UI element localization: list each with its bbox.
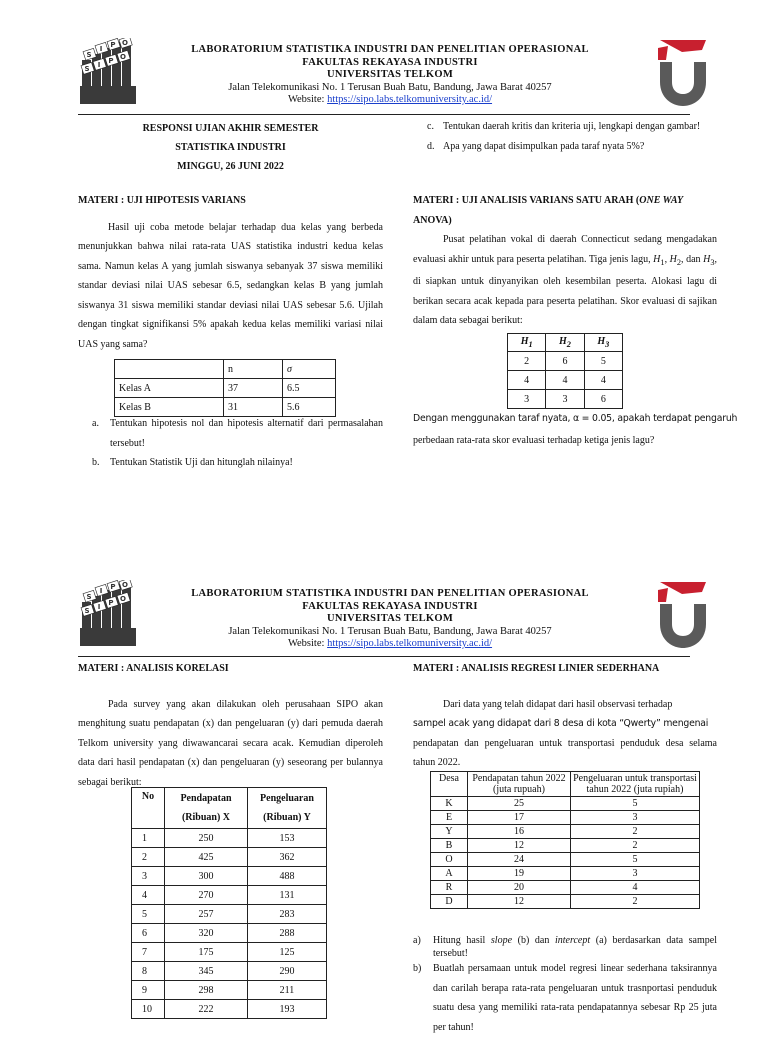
- section-paragraph: Pada survey yang akan dilakukan oleh perusahaan SIPO akan menghitung suatu pendapatan (x) dan pengeluaran (y) dari pemuda daerah Telkom university yang diwawancarai secara acak. Kemudian diperoleh data dari hasil pendapatan (x) dan pengeluaran (y) seseorang per bulannya sebagai berikut:: [78, 698, 383, 788]
- header-line-2: FAKULTAS REKAYASA INDUSTRI: [302, 56, 478, 68]
- question-a: [413, 934, 717, 960]
- table-cell: 16: [468, 825, 571, 839]
- question-b: [78, 453, 383, 473]
- q-italic: slope: [490, 935, 513, 946]
- regression-section: [413, 659, 717, 773]
- telkom-logo: [656, 580, 710, 650]
- table-header: $H_3$: [584, 334, 622, 352]
- table-cell: 2: [571, 895, 700, 909]
- website-link[interactable]: https://sipo.labs.telkomuniversity.ac.id/: [327, 94, 493, 105]
- subscript: 1: [660, 257, 665, 267]
- table-row: [132, 905, 327, 924]
- table-cell: 257: [165, 905, 248, 924]
- table-cell: Kelas B: [115, 398, 224, 417]
- header-address: Jalan Telekomunikasi No. 1 Terusan Buah Batu, Bandung, Jawa Barat 40257: [228, 625, 552, 637]
- table-row: [132, 829, 327, 848]
- header-website: [150, 94, 630, 107]
- table-cell: 6: [132, 924, 165, 943]
- sipo-letter: P: [110, 41, 116, 49]
- table-header: Pengeluaran untuk transportasi tahun 2022 (juta rupiah): [571, 772, 700, 797]
- section-paragraph-sans: sampel acak yang didapat dari 8 desa di kota “Qwerty” mengenai: [413, 718, 709, 729]
- symbol-h: H: [653, 253, 661, 265]
- q-text: (a) berdasarkan data sampel tersebut!: [433, 935, 717, 959]
- table-cell: 175: [165, 943, 248, 962]
- table-cell: A: [431, 867, 468, 881]
- table-cell: B: [431, 839, 468, 853]
- table-row: [132, 848, 327, 867]
- anova-table: [507, 333, 623, 409]
- table-cell: 12: [468, 839, 571, 853]
- section-paragraph-intro: Dari data yang telah didapat dari hasil observasi terhadap: [443, 698, 673, 710]
- table-cell: 222: [165, 1000, 248, 1019]
- sipo-letter: O: [122, 581, 128, 589]
- variance-section: [78, 191, 383, 354]
- table-row: [431, 825, 700, 839]
- table-cell: 4: [584, 371, 622, 390]
- separator: ,: [664, 253, 670, 265]
- table-cell: 298: [165, 981, 248, 1000]
- table-cell: 7: [132, 943, 165, 962]
- table-cell: Kelas A: [115, 379, 224, 398]
- table-cell: 5: [571, 853, 700, 867]
- variance-questions-cont: [413, 117, 717, 156]
- table-row: [132, 981, 327, 1000]
- table-cell: 5: [584, 352, 622, 371]
- table-header: [165, 788, 248, 829]
- symbol-h: H: [669, 253, 677, 265]
- q-text: (b) dan: [512, 935, 555, 946]
- table-cell: 425: [165, 848, 248, 867]
- para-text: , di siapkan untuk dinyanyikan oleh kesembilan peserta. Alokasi lagu di berikan secara acak kepada para peserta pelatihan. Skor evaluasi di sajikan dalam data sebagai berikut:: [413, 253, 717, 326]
- table-cell: n: [224, 360, 283, 379]
- sipo-letter: P: [108, 57, 114, 65]
- question-label: c.: [427, 121, 434, 132]
- exam-date: MINGGU, 26 JUNI 2022: [177, 161, 284, 172]
- table-cell: 3: [571, 811, 700, 825]
- correlation-table: [131, 787, 327, 1019]
- sipo-letter: O: [122, 39, 128, 47]
- question-d: [413, 137, 717, 157]
- table-cell: 5.6: [283, 398, 336, 417]
- header-website: [150, 638, 630, 651]
- section-paragraph-rest: pendapatan dan pengeluaran untuk transportasi penduduk desa selama tahun 2022.: [413, 737, 717, 768]
- question-label: b.: [92, 457, 100, 468]
- table-cell: R: [431, 881, 468, 895]
- table-row: [431, 853, 700, 867]
- question-label: d.: [427, 140, 435, 152]
- lab-header: [150, 588, 630, 651]
- sipo-logo: [78, 580, 140, 648]
- table-cell: 19: [468, 867, 571, 881]
- subscript: 3: [710, 257, 715, 267]
- table-row: [431, 797, 700, 811]
- question-text: [433, 934, 717, 960]
- anova-closing: [413, 409, 738, 450]
- table-cell: 270: [165, 886, 248, 905]
- sipo-letter: S: [84, 607, 90, 615]
- table-header: $H_2$: [546, 334, 584, 352]
- table-row: [431, 839, 700, 853]
- question-b: [413, 959, 717, 1037]
- table-cell: 4: [132, 886, 165, 905]
- website-label: Website:: [287, 94, 328, 105]
- header-text: (Ribuan) X: [181, 812, 231, 823]
- correlation-section: [78, 659, 383, 792]
- sipo-letter: I: [99, 45, 103, 53]
- table-row: [431, 881, 700, 895]
- section-heading: [413, 191, 717, 230]
- separator: , dan: [681, 253, 704, 265]
- table-cell: 362: [248, 848, 327, 867]
- table-cell: O: [431, 853, 468, 867]
- question-text: Apa yang dapat disimpulkan pada taraf nyata 5%?: [443, 140, 645, 152]
- table-cell: 2: [571, 825, 700, 839]
- header-line-1: LABORATORIUM STATISTIKA INDUSTRI DAN PENELITIAN OPERASIONAL: [191, 44, 589, 55]
- section-heading: MATERI : ANALISIS REGRESI LINIER SEDERHANA: [413, 663, 660, 674]
- subscript: 2: [676, 257, 682, 267]
- sipo-letter: S: [86, 593, 92, 601]
- table-header: Pendapatan tahun 2022 (juta rupuah): [468, 772, 571, 797]
- table-cell: E: [431, 811, 468, 825]
- table-cell: 193: [248, 1000, 327, 1019]
- table-cell: 153: [248, 829, 327, 848]
- sipo-letter: O: [120, 53, 126, 61]
- header-address: Jalan Telekomunikasi No. 1 Terusan Buah Batu, Bandung, Jawa Barat 40257: [228, 81, 552, 93]
- q-italic: intercept: [554, 935, 591, 946]
- table-cell: 2: [508, 352, 546, 371]
- heading-text-end: ANOVA): [413, 214, 452, 226]
- table-cell: 4: [571, 881, 700, 895]
- table-cell: σ: [283, 360, 336, 379]
- table-cell: 37: [224, 379, 283, 398]
- table-header: [248, 788, 327, 829]
- table-cell: 3: [132, 867, 165, 886]
- website-label: Website:: [287, 638, 328, 649]
- course-title: STATISTIKA INDUSTRI: [175, 142, 286, 153]
- question-text: Tentukan hipotesis nol dan hipotesis alternatif dari permasalahan tersebut!: [110, 418, 383, 449]
- table-cell: 125: [248, 943, 327, 962]
- regression-table: [430, 771, 700, 909]
- table-cell: 5: [571, 797, 700, 811]
- closing-question: Dengan menggunakan taraf nyata, α = 0.05, apakah terdapat pengaruh: [413, 413, 738, 424]
- sipo-logo: [78, 38, 140, 106]
- question-text: Tentukan Statistik Uji dan hitunglah nilainya!: [110, 457, 293, 468]
- sipo-letter: I: [97, 61, 101, 69]
- table-cell: 6: [546, 352, 584, 371]
- header-line-3: UNIVERSITAS TELKOM: [326, 613, 454, 624]
- symbol-h: H: [703, 253, 711, 265]
- table-cell: 3: [546, 390, 584, 409]
- header-text: (Ribuan) Y: [263, 812, 311, 823]
- regression-questions: [413, 934, 717, 1037]
- table-cell: 211: [248, 981, 327, 1000]
- table-cell: 283: [248, 905, 327, 924]
- table-cell: 10: [132, 1000, 165, 1019]
- exam-title-block: [78, 119, 383, 176]
- sipo-letter: I: [99, 587, 103, 595]
- sipo-letter: O: [120, 595, 126, 603]
- table-cell: 2: [132, 848, 165, 867]
- sipo-letter: I: [97, 603, 101, 611]
- table-cell: 250: [165, 829, 248, 848]
- table-row: [132, 1000, 327, 1019]
- variance-questions: [78, 414, 383, 473]
- table-row: [132, 886, 327, 905]
- question-c: [413, 117, 717, 137]
- table-cell: 9: [132, 981, 165, 1000]
- table-cell: 6: [584, 390, 622, 409]
- table-row: [431, 895, 700, 909]
- table-cell: 20: [468, 881, 571, 895]
- heading-text: MATERI : UJI ANALISIS VARIANS SATU ARAH (: [413, 195, 640, 206]
- table-row: [132, 867, 327, 886]
- table-cell: 345: [165, 962, 248, 981]
- question-label: b): [413, 963, 422, 974]
- table-cell: 3: [508, 390, 546, 409]
- table-cell: 300: [165, 867, 248, 886]
- question-label: a): [413, 935, 421, 946]
- table-cell: 320: [165, 924, 248, 943]
- sipo-letter: P: [108, 599, 114, 607]
- telkom-logo: [656, 38, 710, 108]
- table-cell: 5: [132, 905, 165, 924]
- sipo-letter: S: [84, 65, 90, 73]
- table-cell: K: [431, 797, 468, 811]
- question-label: a.: [92, 418, 99, 429]
- exam-title: RESPONSI UJIAN AKHIR SEMESTER: [142, 123, 319, 134]
- website-link[interactable]: https://sipo.labs.telkomuniversity.ac.id/: [327, 638, 493, 649]
- table-cell: 1: [132, 829, 165, 848]
- anova-section: [413, 191, 717, 331]
- header-text: Pengeluaran: [260, 793, 314, 804]
- table-header: $H_1$: [508, 334, 546, 352]
- section-heading: MATERI : UJI HIPOTESIS VARIANS: [78, 195, 246, 206]
- table-cell: 6.5: [283, 379, 336, 398]
- closing-question-cont: perbedaan rata-rata skor evaluasi terhadap ketiga jenis lagu?: [413, 434, 655, 446]
- table-cell: D: [431, 895, 468, 909]
- table-cell: 31: [224, 398, 283, 417]
- header-line-3: UNIVERSITAS TELKOM: [326, 69, 454, 80]
- table-row: [431, 867, 700, 881]
- sipo-letter: S: [86, 51, 92, 59]
- question-a: [78, 414, 383, 453]
- table-row: [132, 924, 327, 943]
- table-cell: 288: [248, 924, 327, 943]
- section-heading: MATERI : ANALISIS KORELASI: [78, 663, 229, 674]
- table-cell: 8: [132, 962, 165, 981]
- table-cell: [115, 360, 224, 379]
- section-paragraph: [413, 230, 717, 331]
- lab-header: [150, 44, 630, 107]
- table-cell: 4: [508, 371, 546, 390]
- table-row: [132, 943, 327, 962]
- question-text: Tentukan daerah kritis dan kriteria uji, lengkapi dengan gambar!: [443, 121, 701, 132]
- header-line-1: LABORATORIUM STATISTIKA INDUSTRI DAN PENELITIAN OPERASIONAL: [191, 588, 589, 599]
- table-row: [431, 811, 700, 825]
- table-cell: Y: [431, 825, 468, 839]
- table-row: [132, 962, 327, 981]
- para-text: Pusat pelatihan vokal di daerah Connecticut sedang mengadakan evaluasi akhir untuk para peserta pelatihan. Tiga jenis lagu,: [413, 234, 717, 265]
- question-text: Buatlah persamaan untuk model regresi linear sederhana taksirannya dan carilah berapa rata-rata pengeluaran untuk trasnportasi penduduk suatu desa yang memiliki rata-rata pendapatannya sebesar Rp 25 juta per tahun!: [433, 963, 717, 1033]
- table-cell: 25: [468, 797, 571, 811]
- table-cell: 488: [248, 867, 327, 886]
- q-text: Hitung hasil: [433, 935, 491, 946]
- table-cell: 131: [248, 886, 327, 905]
- table-header: No: [132, 788, 165, 829]
- table-cell: 3: [571, 867, 700, 881]
- table-cell: 24: [468, 853, 571, 867]
- table-cell: 2: [571, 839, 700, 853]
- table-header: Desa: [431, 772, 468, 797]
- section-paragraph: Hasil uji coba metode belajar terhadap dua kelas yang berbeda menunjukkan bahwa nilai rata-rata UAS statistika industri kedua kelas sama. Namun kelas A yang jumlah siswanya sebanyak 37 siswa memiliki standar deviasi nilai UAS sebesar 6.5, sedangkan kelas B yang jumlah siswanya 31 siswa memiliki standar deviasi nilai UAS sebesar 5.6. Ujilah dengan tingkat signifikansi 5% apakah kedua kelas memiliki variasi nilai UAS yang sama?: [78, 221, 383, 350]
- table-cell: 290: [248, 962, 327, 981]
- variance-table: [114, 359, 336, 417]
- header-text: Pendapatan: [180, 793, 232, 804]
- heading-italic: ONE WAY: [639, 195, 684, 206]
- header-line-2: FAKULTAS REKAYASA INDUSTRI: [302, 600, 478, 612]
- table-cell: 4: [546, 371, 584, 390]
- table-cell: 17: [468, 811, 571, 825]
- table-cell: 12: [468, 895, 571, 909]
- sipo-letter: P: [110, 583, 116, 591]
